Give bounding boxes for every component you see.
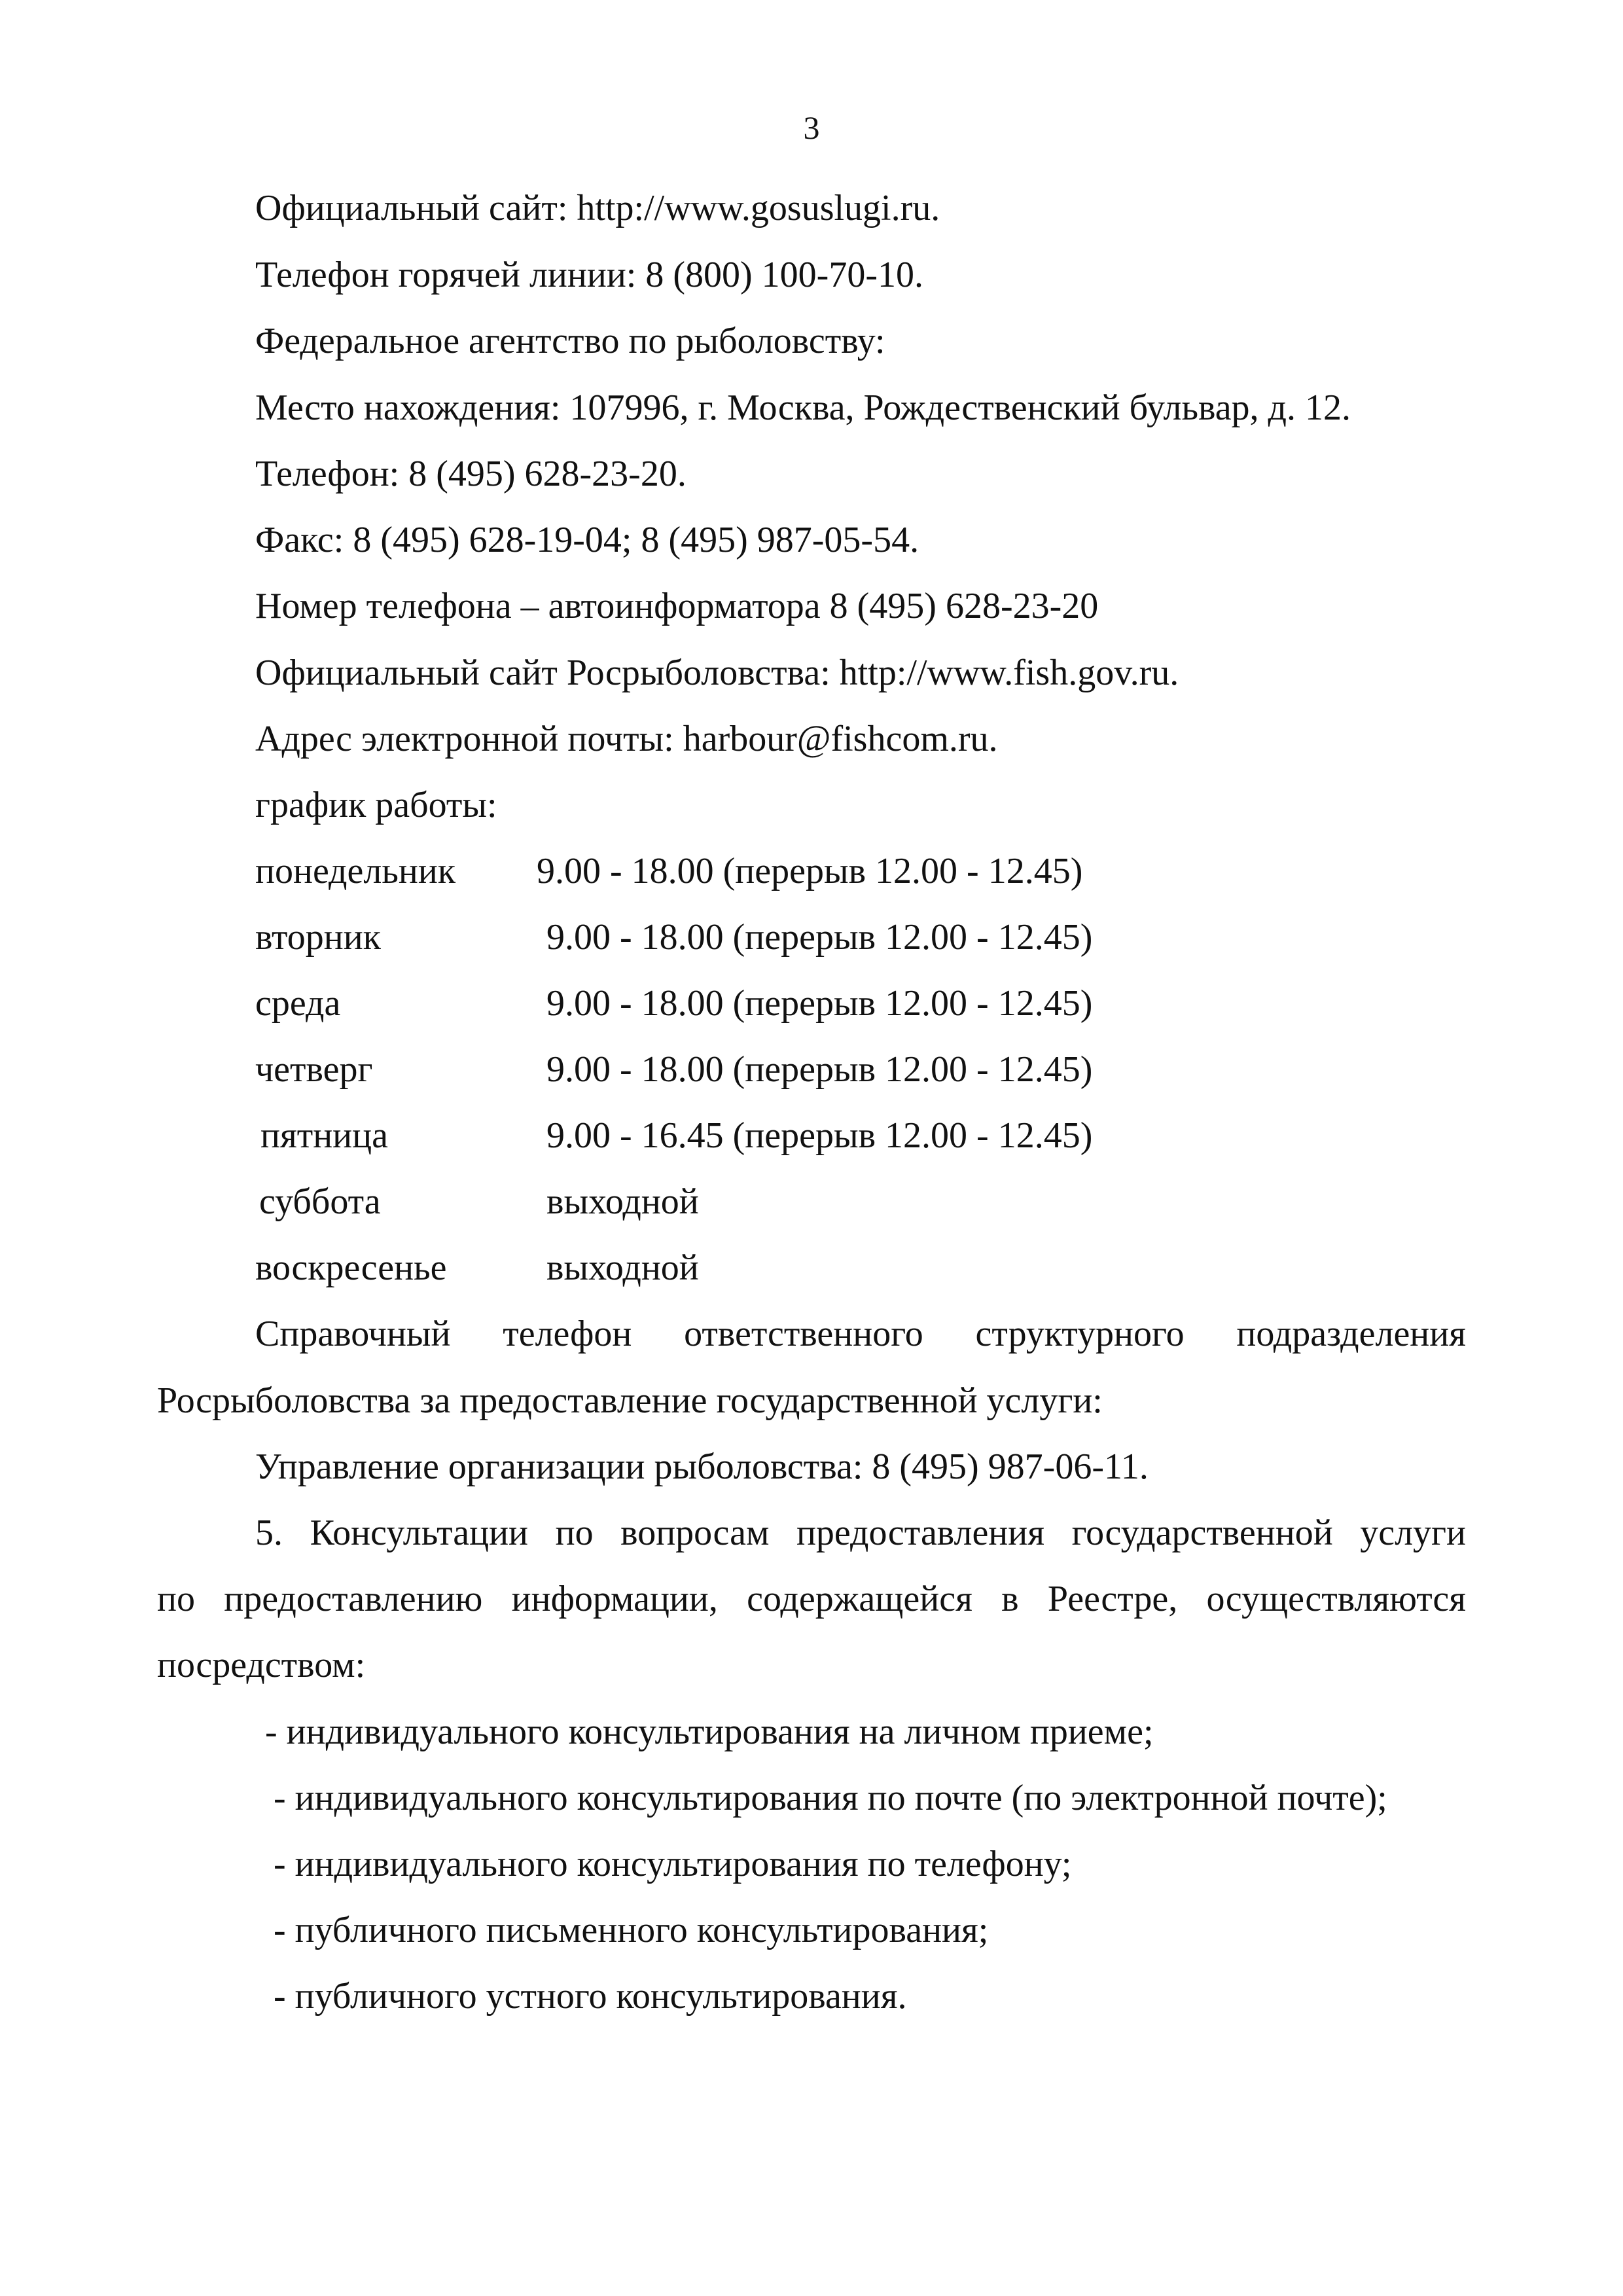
schedule-hours: выходной (546, 1181, 699, 1222)
schedule-hours: 9.00 - 16.45 (перерыв 12.00 - 12.45) (546, 1115, 1093, 1156)
list-item: - индивидуального консультирования по почте (по электронной почте); (274, 1778, 1387, 1818)
schedule-hours: 9.00 - 18.00 (перерыв 12.00 - 12.45) (546, 983, 1093, 1024)
schedule-hours: 9.00 - 18.00 (перерыв 12.00 - 12.45) (546, 917, 1093, 958)
section5-line-3: посредством: (157, 1645, 366, 1685)
gosuslugi-site-line: Официальный сайт: http://www.gosuslugi.ru. (255, 188, 940, 228)
list-item: - публичного письменного консультирования; (274, 1910, 989, 1950)
hotline-line: Телефон горячей линии: 8 (800) 100-70-10. (255, 255, 923, 295)
schedule-day: четверг (255, 1049, 373, 1090)
list-item: - индивидуального консультирования на личном приеме; (265, 1712, 1154, 1752)
schedule-title: график работы: (255, 785, 497, 825)
reference-phone-line-3: Управление организации рыболовства: 8 (495) 987-06-11. (255, 1446, 1149, 1487)
section5-line-1: 5. Консультации по вопросам предоставления государственной услуги (255, 1513, 1466, 1553)
list-item: - публичного устного консультирования. (274, 1976, 907, 2017)
address-line: Место нахождения: 107996, г. Москва, Рождественский бульвар, д. 12. (255, 387, 1351, 428)
schedule-day: воскресенье (255, 1247, 447, 1288)
reference-phone-line-1: Справочный телефон ответственного структурного подразделения (255, 1314, 1466, 1354)
schedule-day: пятница (260, 1115, 388, 1156)
schedule-day: суббота (259, 1181, 381, 1222)
autoinformer-line: Номер телефона – автоинформатора 8 (495) 628-23-20 (255, 586, 1099, 626)
email-line: Адрес электронной почты: harbour@fishcom.ru. (255, 719, 998, 759)
fax-line: Факс: 8 (495) 628-19-04; 8 (495) 987-05-54. (255, 520, 919, 560)
agency-site-line: Официальный сайт Росрыболовства: http://www.fish.gov.ru. (255, 653, 1179, 693)
section5-line-2: по предоставлению информации, содержащейся в Реестре, осуществляются (157, 1579, 1466, 1619)
schedule-hours: выходной (546, 1247, 699, 1288)
agency-title-line: Федеральное агентство по рыболовству: (255, 321, 885, 361)
schedule-day: вторник (255, 917, 381, 958)
reference-phone-line-2: Росрыболовства за предоставление государственной услуги: (157, 1380, 1103, 1421)
list-item: - индивидуального консультирования по телефону; (274, 1844, 1072, 1884)
schedule-day: понедельник (255, 851, 456, 891)
schedule-day: среда (255, 983, 341, 1024)
schedule-hours: 9.00 - 18.00 (перерыв 12.00 - 12.45) (537, 851, 1083, 891)
phone-line: Телефон: 8 (495) 628-23-20. (255, 454, 687, 494)
schedule-hours: 9.00 - 18.00 (перерыв 12.00 - 12.45) (546, 1049, 1093, 1090)
page-number: 3 (803, 109, 820, 146)
